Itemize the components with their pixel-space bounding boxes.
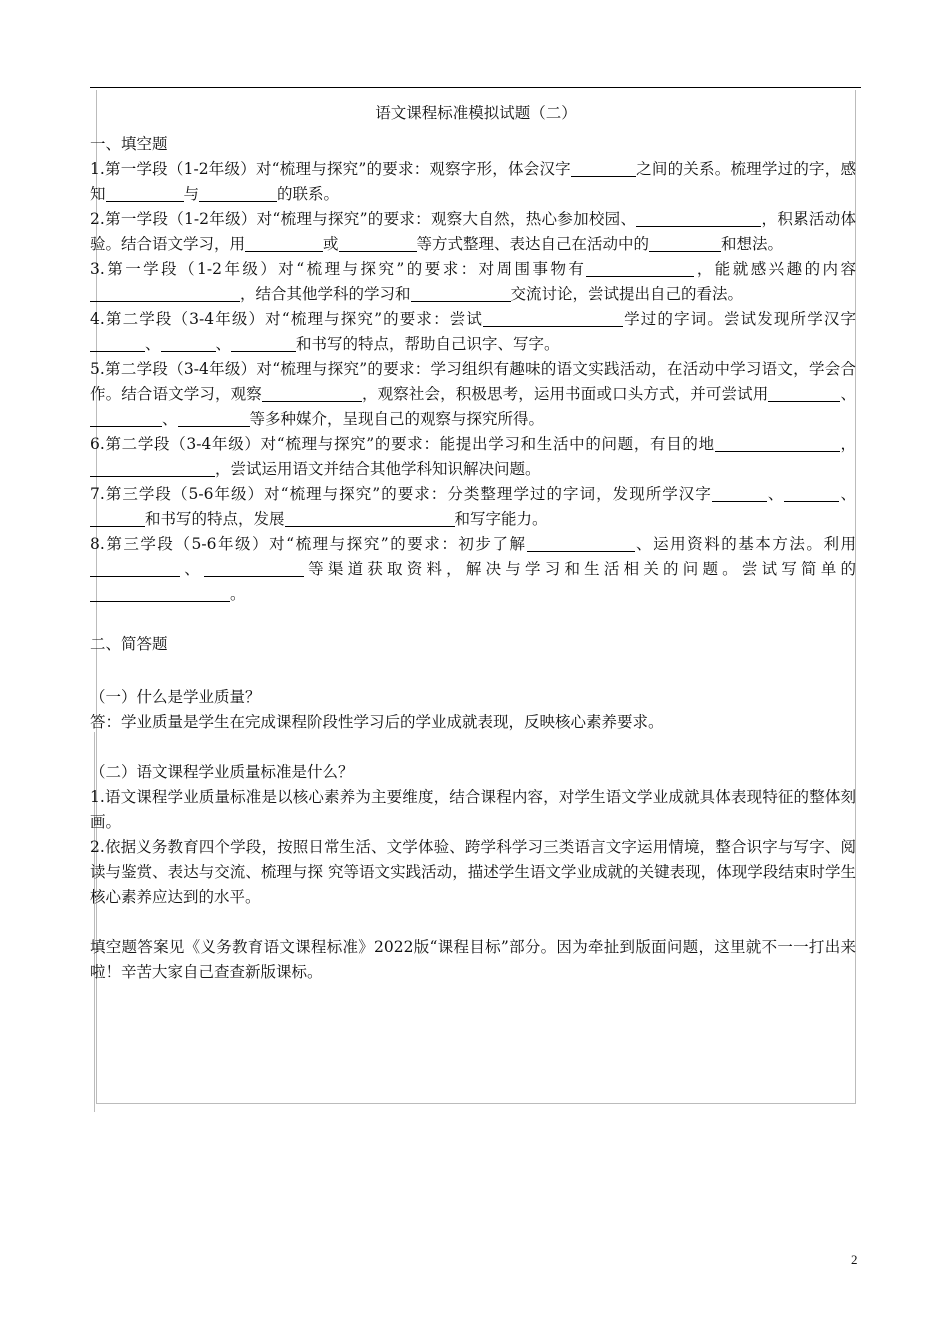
answer-blank	[178, 409, 250, 427]
answer-blank	[571, 159, 636, 177]
document-title: 语文课程标准模拟试题（二）	[375, 104, 577, 122]
answer-blank	[245, 234, 323, 252]
question-3: 3.第一学段（1-2年级）对“梳理与探究”的要求：对周围事物有 ，能就感兴趣的内容，结合其他学科的学习和 交流讨论，尝试提出自己的看法。	[90, 260, 856, 303]
answer-blank	[90, 409, 162, 427]
section-heading-short-answer: 二、简答题	[90, 635, 168, 653]
answer-blank	[90, 559, 180, 577]
answer-blank	[231, 334, 296, 352]
subquestion-2: （二）语文课程学业质量标准是什么？	[90, 763, 354, 781]
answer-blank	[483, 309, 623, 327]
answer-blank	[586, 259, 694, 277]
question-4: 4.第二学段（3-4年级）对“梳理与探究”的要求：尝试 学过的字词。尝试发现所学汉字、 、 和书写的特点，帮助自己识字、写字。	[90, 310, 856, 353]
answer-2-point-2: 2.依据义务教育四个学段，按照日常生活、文学体验、跨学科学习三类语言文字运用情境，整合识字与写字、阅读与鉴赏、表达与交流、梳理与探 究等语文实践活动，描述学生语文学业成就的关键表现，体现学段结束时学生核心素养应达到的水平。	[90, 838, 856, 906]
document-body	[90, 132, 856, 985]
answer-note: 填空题答案见《义务教育语文课程标准》2022版“课程目标”部分。因为牵扯到版面问题，这里就不一一打出来啦！辛苦大家自己查查新版课标。	[90, 938, 856, 981]
question-5: 5.第二学段（3-4年级）对“梳理与探究”的要求：学习组织有趣味的语文实践活动，在活动中学习语文，学会合作。结合语文学习，观察 ，观察社会，积极思考，运用书面或口头方式，并可尝试用 、、 等多种媒介，呈现自己的观察与探究所得。	[90, 360, 856, 428]
answer-blank	[649, 234, 721, 252]
answer-blank	[715, 434, 840, 452]
top-rule	[90, 87, 861, 88]
answer-blank	[199, 184, 277, 202]
section-heading-fill-blank: 一、填空题	[90, 135, 168, 153]
answer-blank	[262, 384, 362, 402]
answer-blank	[411, 284, 511, 302]
answer-blank	[90, 584, 230, 602]
answer-blank	[339, 234, 417, 252]
answer-blank	[161, 334, 216, 352]
answer-blank	[527, 534, 635, 552]
answer-blank	[90, 284, 240, 302]
answer-2-point-1: 1.语文课程学业质量标准是以核心素养为主要维度，结合课程内容，对学生语文学业成就具体表现特征的整体刻画。	[90, 788, 856, 831]
answer-1: 答：学业质量是学生在完成课程阶段性学习后的学业成就表现，反映核心素养要求。	[90, 713, 664, 731]
question-8: 8.第三学段（5-6年级）对“梳理与探究”的要求：初步了解 、运用资料的基本方法。利用、 等渠道获取资料，解决与学习和生活相关的问题。尝试写简单的。	[90, 535, 856, 603]
question-7: 7.第三学段（5-6年级）对“梳理与探究”的要求：分类整理学过的字词，发现所学汉字 、 、和书写的特点，发展 和写字能力。	[90, 485, 856, 528]
question-2: 2.第一学段（1-2年级）对“梳理与探究”的要求：观察大自然，热心参加校园、 ，积累活动体验。结合语文学习，用 或 等方式整理、表达自己在活动中的 和想法。	[90, 210, 856, 253]
answer-blank	[90, 459, 215, 477]
subquestion-1: （一）什么是学业质量？	[90, 688, 261, 706]
answer-blank	[90, 509, 145, 527]
answer-blank	[204, 559, 304, 577]
answer-blank	[106, 184, 184, 202]
page-number: 2	[851, 1252, 858, 1267]
answer-blank	[90, 334, 145, 352]
answer-blank	[285, 509, 455, 527]
question-1: 1.第一学段（1-2年级）对“梳理与探究”的要求：观察字形，体会汉字 之间的关系。梳理学过的字，感知 与 的联系。	[90, 160, 856, 203]
question-6: 6.第二学段（3-4年级）对“梳理与探究”的要求：能提出学习和生活中的问题，有目的地 ，，尝试运用语文并结合其他学科知识解决问题。	[90, 435, 856, 478]
answer-blank	[636, 209, 761, 227]
answer-blank	[712, 484, 767, 502]
answer-blank	[784, 484, 839, 502]
answer-blank	[768, 384, 840, 402]
